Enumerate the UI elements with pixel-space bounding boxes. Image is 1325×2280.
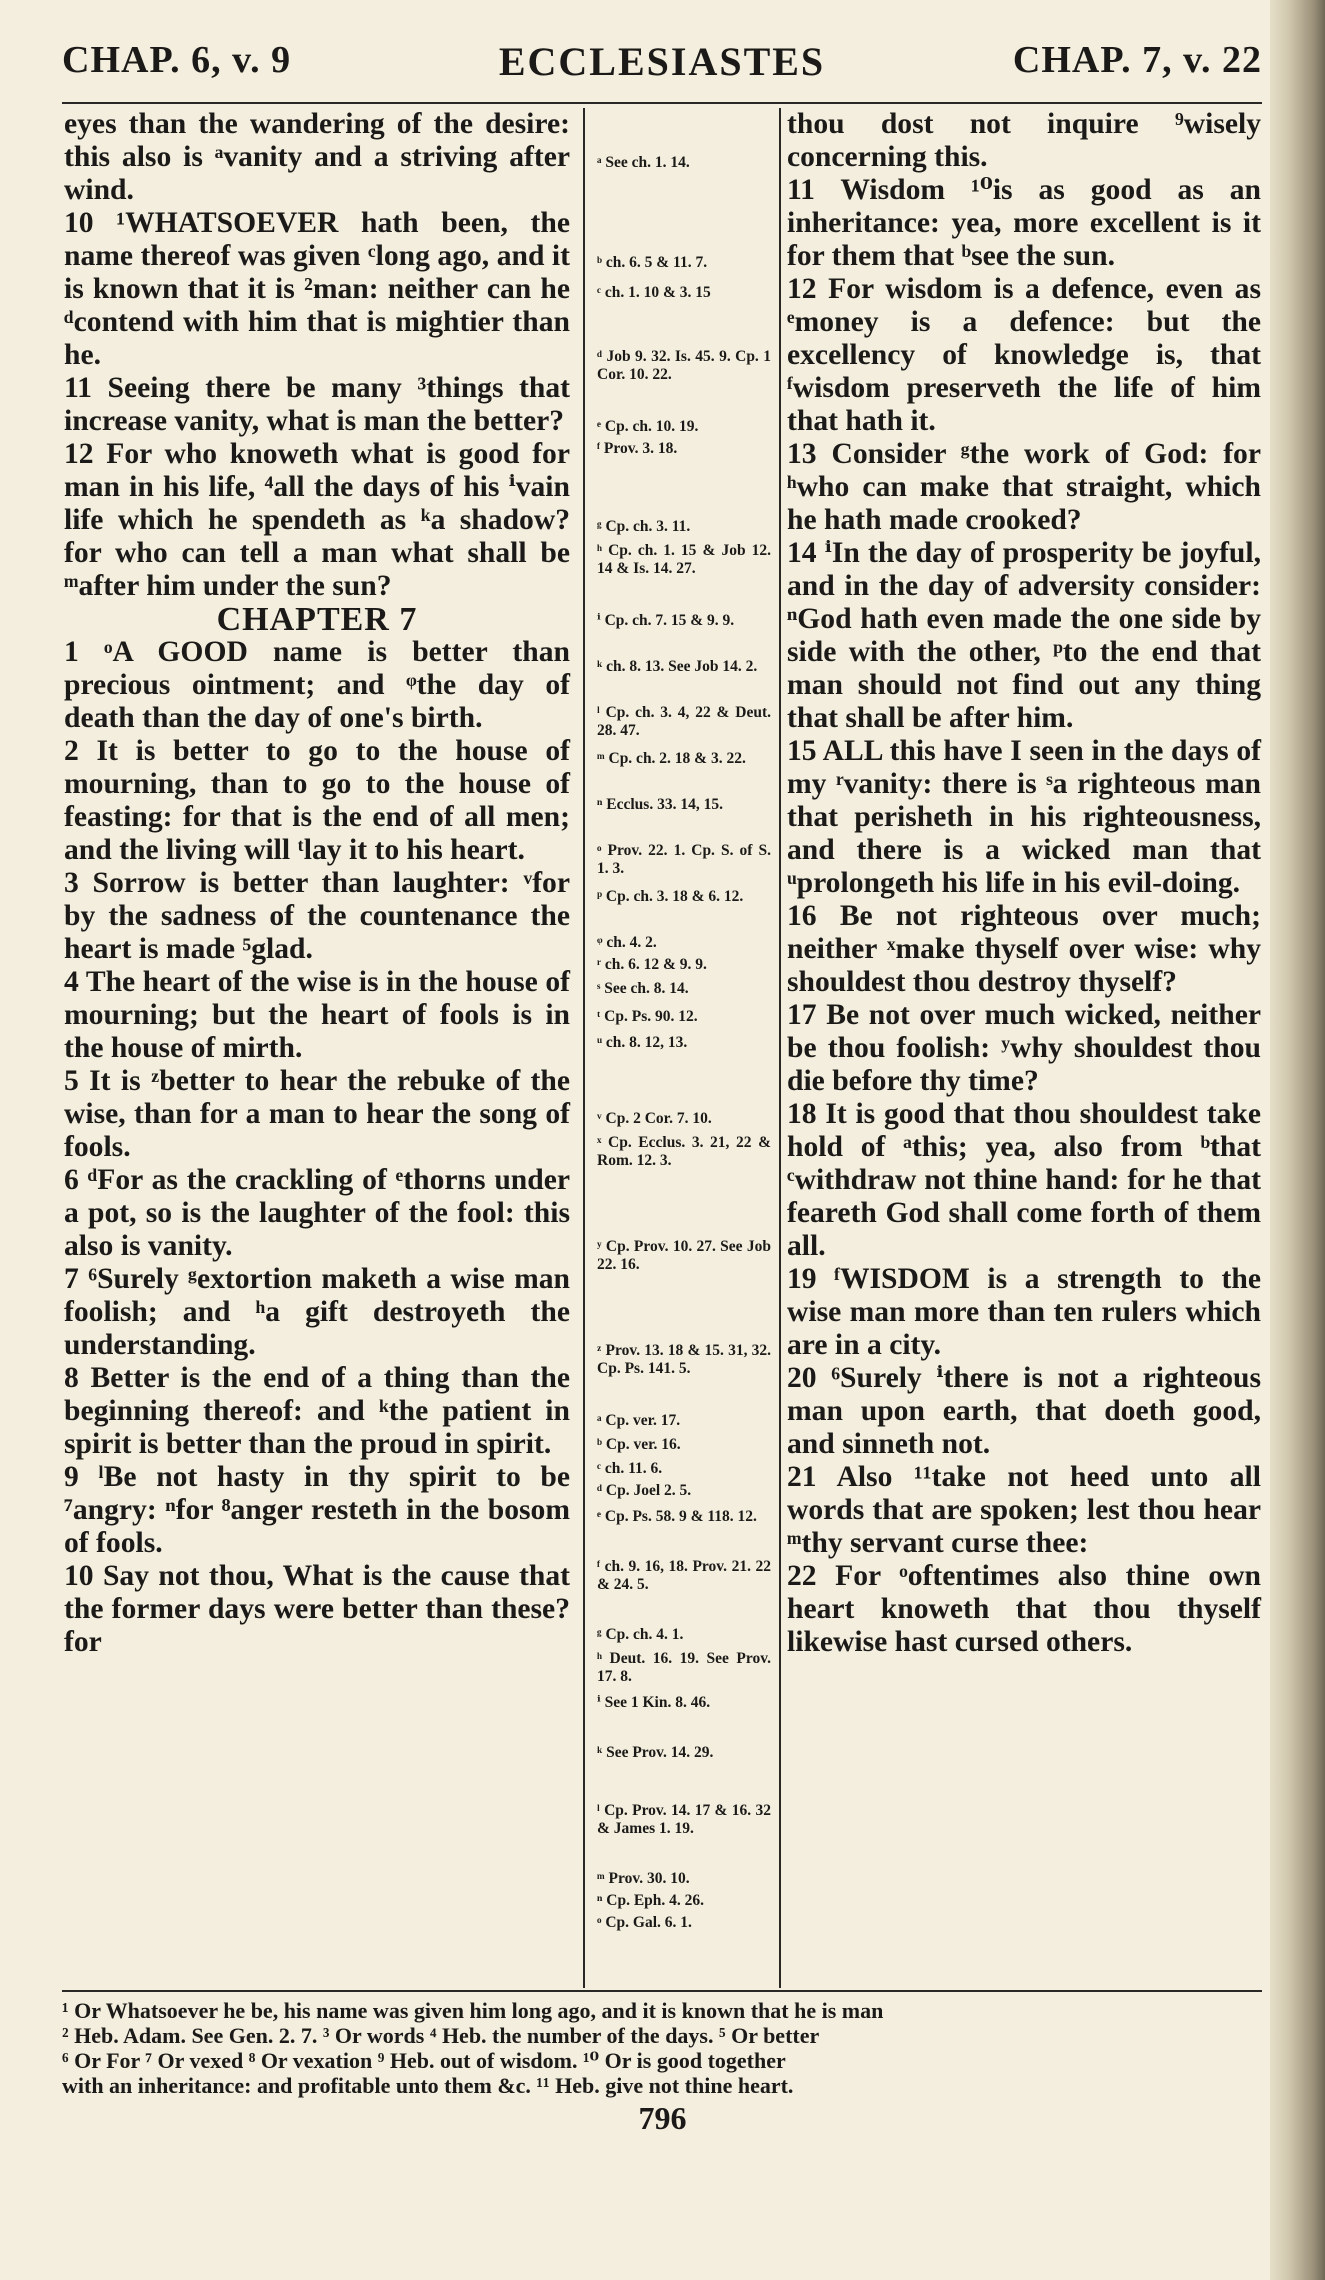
cross-reference: ᶠ ch. 9. 16, 18. Prov. 21. 22 & 24. 5. <box>597 1558 771 1593</box>
column-divider-left <box>583 108 585 1988</box>
left-text-column <box>64 108 570 1988</box>
cross-reference: ᵐ Cp. ch. 2. 18 & 3. 22. <box>597 750 746 767</box>
cross-reference: ᵇ Cp. ver. 16. <box>597 1436 681 1453</box>
verse: eyes than the wandering of the desire: this also is ᵃvanity and a striving after wind. <box>64 108 570 206</box>
cross-reference: ᵒ Prov. 22. 1. Cp. S. of S. 1. 3. <box>597 842 771 877</box>
cross-reference: ⁱ See 1 Kin. 8. 46. <box>597 1694 711 1711</box>
verse: 3 Sorrow is better than laughter: ᵛfor by the sadness of the countenance the heart is made ⁵glad. <box>64 867 570 965</box>
verse: 11 Wisdom ¹⁰is as good as an inheritance: yea, more excellent is it for them that ᵇsee the sun. <box>787 174 1261 272</box>
book-title: ECCLESIASTES <box>498 39 826 84</box>
cross-reference: ᵃ Cp. ver. 17. <box>597 1412 681 1429</box>
cross-reference: ˡ Cp. Prov. 14. 17 & 16. 32 & James 1. 19. <box>597 1802 771 1837</box>
cross-reference: ᵠ ch. 4. 2. <box>597 934 657 951</box>
header-chapter-end: CHAP. 7, v. 22 <box>1012 39 1262 81</box>
verse: 20 ⁶Surely ⁱthere is not a righteous man upon earth, that doeth good, and sinneth not. <box>787 1362 1261 1460</box>
cross-reference: ʰ Cp. ch. 1. 15 & Job 12. 14 & Is. 14. 27. <box>597 542 771 577</box>
cross-reference: ᵃ See ch. 1. 14. <box>597 154 690 171</box>
footnote-line: ⁶ Or For ⁷ Or vexed ⁸ Or vexation ⁹ Heb. out of wisdom. ¹⁰ Or is good together <box>62 2048 786 2073</box>
cross-reference: ᵘ ch. 8. 12, 13. <box>597 1034 688 1051</box>
running-header <box>62 38 1262 98</box>
cross-reference: ᵛ Cp. 2 Cor. 7. 10. <box>597 1110 712 1127</box>
cross-reference: ᶠ Prov. 3. 18. <box>597 440 678 457</box>
cross-reference-column <box>591 118 771 1988</box>
verse: 19 ᶠWISDOM is a strength to the wise man more than ten rulers which are in a city. <box>787 1263 1261 1361</box>
cross-reference: ᵍ Cp. ch. 3. 11. <box>597 518 691 535</box>
verse: 2 It is better to go to the house of mourning, than to go to the house of feasting: for that is the end of all men; and the living will ᵗlay it to his heart. <box>64 735 570 866</box>
footnote-line: ¹ Or Whatsoever he be, his name was given him long ago, and it is known that he is man <box>62 1998 884 2023</box>
cross-reference: ᵉ Cp. ch. 10. 19. <box>597 418 699 435</box>
right-text-column <box>787 108 1261 1988</box>
cross-reference: ᵏ See Prov. 14. 29. <box>597 1744 714 1761</box>
cross-reference: ˣ Cp. Ecclus. 3. 21, 22 & Rom. 12. 3. <box>597 1134 771 1169</box>
verse: 1 ᵒA GOOD name is better than precious ointment; and ᵠthe day of death than the day of one's birth. <box>64 636 570 734</box>
cross-reference: ⁿ Cp. Eph. 4. 26. <box>597 1892 705 1909</box>
verse: 14 ⁱIn the day of prosperity be joyful, and in the day of adversity consider: ⁿGod hath even made the one side by side with the other, ᵖto the end that man should not find out any thing that shall be after him. <box>787 537 1261 734</box>
footnotes <box>62 1998 1262 2098</box>
cross-reference: ʸ Cp. Prov. 10. 27. See Job 22. 16. <box>597 1238 771 1273</box>
verse: 17 Be not over much wicked, neither be thou foolish: ʸwhy shouldest thou die before thy time? <box>787 999 1261 1097</box>
footnote-line: with an inheritance: and profitable unto them &c. ¹¹ Heb. give not thine heart. <box>62 2073 794 2098</box>
verse: 7 ⁶Surely ᵍextortion maketh a wise man foolish; and ʰa gift destroyeth the understanding. <box>64 1263 570 1361</box>
header-rule <box>62 102 1262 104</box>
cross-reference: ᵉ Cp. Ps. 58. 9 & 118. 12. <box>597 1508 757 1525</box>
cross-reference: ᶻ Prov. 13. 18 & 15. 31, 32. Cp. Ps. 141. 5. <box>597 1342 771 1377</box>
verse: 12 For wisdom is a defence, even as ᵉmoney is a defence: but the excellency of knowledge is, that ᶠwisdom preserveth the life of him that hath it. <box>787 273 1261 437</box>
cross-reference: ᶜ ch. 1. 10 & 3. 15 <box>597 284 711 301</box>
verse: thou dost not inquire ⁹wisely concerning this. <box>787 108 1261 173</box>
header-chapter-start: CHAP. 6, v. 9 <box>62 39 292 81</box>
cross-reference: ᵖ Cp. ch. 3. 18 & 6. 12. <box>597 888 744 905</box>
verse: 11 Seeing there be many ³things that increase vanity, what is man the better? <box>64 372 570 437</box>
verse: 10 Say not thou, What is the cause that the former days were better than these? for <box>64 1560 570 1658</box>
verse: 13 Consider ᵍthe work of God: for ʰwho can make that straight, which he hath made crooked? <box>787 438 1261 536</box>
cross-reference: ᵈ Job 9. 32. Is. 45. 9. Cp. 1 Cor. 10. 22. <box>597 348 771 383</box>
cross-reference: ⁱ Cp. ch. 7. 15 & 9. 9. <box>597 612 735 629</box>
verse: 21 Also ¹¹take not heed unto all words that are spoken; lest thou hear ᵐthy servant curse thee: <box>787 1461 1261 1559</box>
column-divider-right <box>779 108 781 1988</box>
cross-reference: ᵏ ch. 8. 13. See Job 14. 2. <box>597 658 758 675</box>
verse: 9 ˡBe not hasty in thy spirit to be ⁷angry: ⁿfor ⁸anger resteth in the bosom of fools. <box>64 1461 570 1559</box>
cross-reference: ᶜ ch. 11. 6. <box>597 1460 663 1477</box>
verse: 8 Better is the end of a thing than the beginning thereof: and ᵏthe patient in spirit is better than the proud in spirit. <box>64 1362 570 1460</box>
cross-reference: ˢ See ch. 8. 14. <box>597 980 689 997</box>
cross-reference: ᵐ Prov. 30. 10. <box>597 1870 690 1887</box>
cross-reference: ʰ Deut. 16. 19. See Prov. 17. 8. <box>597 1650 771 1685</box>
cross-reference: ᵍ Cp. ch. 4. 1. <box>597 1626 684 1643</box>
page-edge <box>1270 0 1325 2280</box>
verse: 16 Be not righteous over much; neither ˣmake thyself over wise: why shouldest thou destroy thyself? <box>787 900 1261 998</box>
cross-reference: ʳ ch. 6. 12 & 9. 9. <box>597 956 707 973</box>
cross-reference: ᵈ Cp. Joel 2. 5. <box>597 1482 692 1499</box>
verse: 22 For ᵒoftentimes also thine own heart knoweth that thou thyself likewise hast cursed others. <box>787 1560 1261 1658</box>
cross-reference: ᵇ ch. 6. 5 & 11. 7. <box>597 254 708 271</box>
cross-reference: ⁿ Ecclus. 33. 14, 15. <box>597 796 723 813</box>
verse: 5 It is ᶻbetter to hear the rebuke of the wise, than for a man to hear the song of fools. <box>64 1065 570 1163</box>
verse: 18 It is good that thou shouldest take hold of ᵃthis; yea, also from ᵇthat ᶜwithdraw not thine hand: for he that feareth God shall come forth of them all. <box>787 1098 1261 1262</box>
verse: 15 ALL this have I seen in the days of my ʳvanity: there is ˢa righteous man that perisheth in his righteousness, and there is a wicked man that ᵘprolongeth his life in his evil-doing. <box>787 735 1261 899</box>
page-number: 796 <box>638 2100 687 2136</box>
cross-reference: ˡ Cp. ch. 3. 4, 22 & Deut. 28. 47. <box>597 704 771 739</box>
cross-reference: ᵗ Cp. Ps. 90. 12. <box>597 1008 698 1025</box>
cross-reference: ᵒ Cp. Gal. 6. 1. <box>597 1914 692 1931</box>
verse: 4 The heart of the wise is in the house of mourning; but the heart of fools is in the house of mirth. <box>64 966 570 1064</box>
footnote-line: ² Heb. Adam. See Gen. 2. 7. ³ Or words ⁴ Heb. the number of the days. ⁵ Or better <box>62 2023 820 2048</box>
verse: 12 For who knoweth what is good for man in his life, ⁴all the days of his ⁱvain life which he spendeth as ᵏa shadow? for who can tell a man what shall be ᵐafter him under the sun? <box>64 438 570 602</box>
chapter-heading: CHAPTER 7 <box>216 601 418 638</box>
footnote-rule <box>62 1990 1262 1992</box>
verse: 10 ¹WHATSOEVER hath been, the name thereof was given ᶜlong ago, and it is known that it is ²man: neither can he ᵈcontend with him that is mightier than he. <box>64 207 570 371</box>
verse: 6 ᵈFor as the crackling of ᵉthorns under a pot, so is the laughter of the fool: this also is vanity. <box>64 1164 570 1262</box>
